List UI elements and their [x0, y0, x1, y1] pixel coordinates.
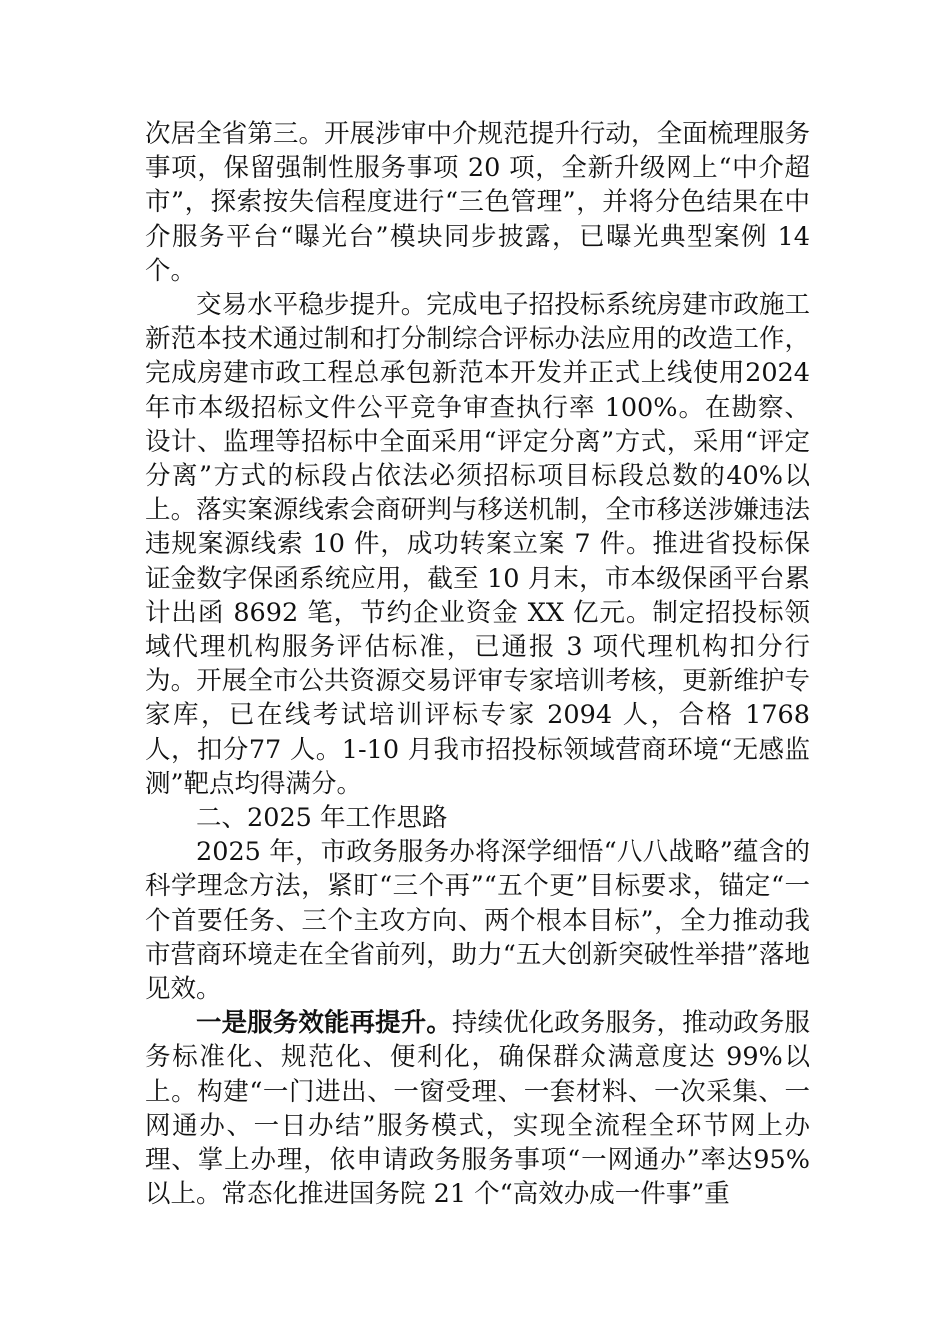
- paragraph-2: [145, 288, 810, 801]
- section-heading: [145, 801, 810, 835]
- paragraph-4-text: 持续优化政务服务，推动政务服务标准化、规范化、便利化，确保群众满意度达 99%以上。构建“一门进出、一窗受理、一套材料、一次采集、一网通办、一日办结”服务模式，实现全流程全环节网上办理、掌上办理，依申请政务服务事项“一网通办”率达95%以上。常态化推进国务院 21 个“高效办成一件事”重: [145, 1008, 810, 1210]
- paragraph-3: [145, 835, 810, 1006]
- paragraph-4: [145, 1006, 810, 1211]
- section-heading-text: 二、2025 年工作思路: [196, 803, 448, 834]
- paragraph-1: [145, 117, 810, 288]
- paragraph-2-text: 交易水平稳步提升。完成电子招投标系统房建市政施工新范本技术通过制和打分制综合评标办法应用的改造工作，完成房建市政工程总承包新范本开发并正式上线使用2024 年市本级招标文件公平竞争审查执行率 100%。在勘察、设计、监理等招标中全面采用“评定分离”方式，采用“评定分离”方式的标段占依法必须招标项目标段总数的40%以上。落实案源线索会商研判与移送机制，全市移送涉嫌违法违规案源线索 10 件，成功转案立案 7 件。推进省投标保证金数字保函系统应用，截至 10 月末，市本级保函平台累计出函 8692 笔，节约企业资金 XX 亿元。制定招投标领域代理机构服务评估标准，已通报 3 项代理机构扣分行为。开展全市公共资源交易评审专家培训考核，更新维护专家库，已在线考试培训评标专家 2094 人，合格 1768 人，扣分77 人。1-10 月我市招投标领域营商环境“无感监测”靶点均得满分。: [145, 290, 810, 799]
- document-page: [145, 117, 810, 1212]
- paragraph-3-text: 2025 年，市政务服务办将深学细悟“八八战略”蕴含的科学理念方法，紧盯“三个再”“五个更”目标要求，锚定“一个首要任务、三个主攻方向、两个根本目标”，全力推动我市营商环境走在全省前列，助力“五大创新突破性举措”落地见效。: [145, 837, 810, 1005]
- paragraph-1-text: 次居全省第三。开展涉审中介规范提升行动，全面梳理服务事项，保留强制性服务事项 20 项，全新升级网上“中介超市”，探索按失信程度进行“三色管理”，并将分色结果在中介服务平台“曝光台”模块同步披露，已曝光典型案例 14 个。: [145, 119, 810, 286]
- paragraph-4-lead: 一是服务效能再提升。: [196, 1008, 452, 1039]
